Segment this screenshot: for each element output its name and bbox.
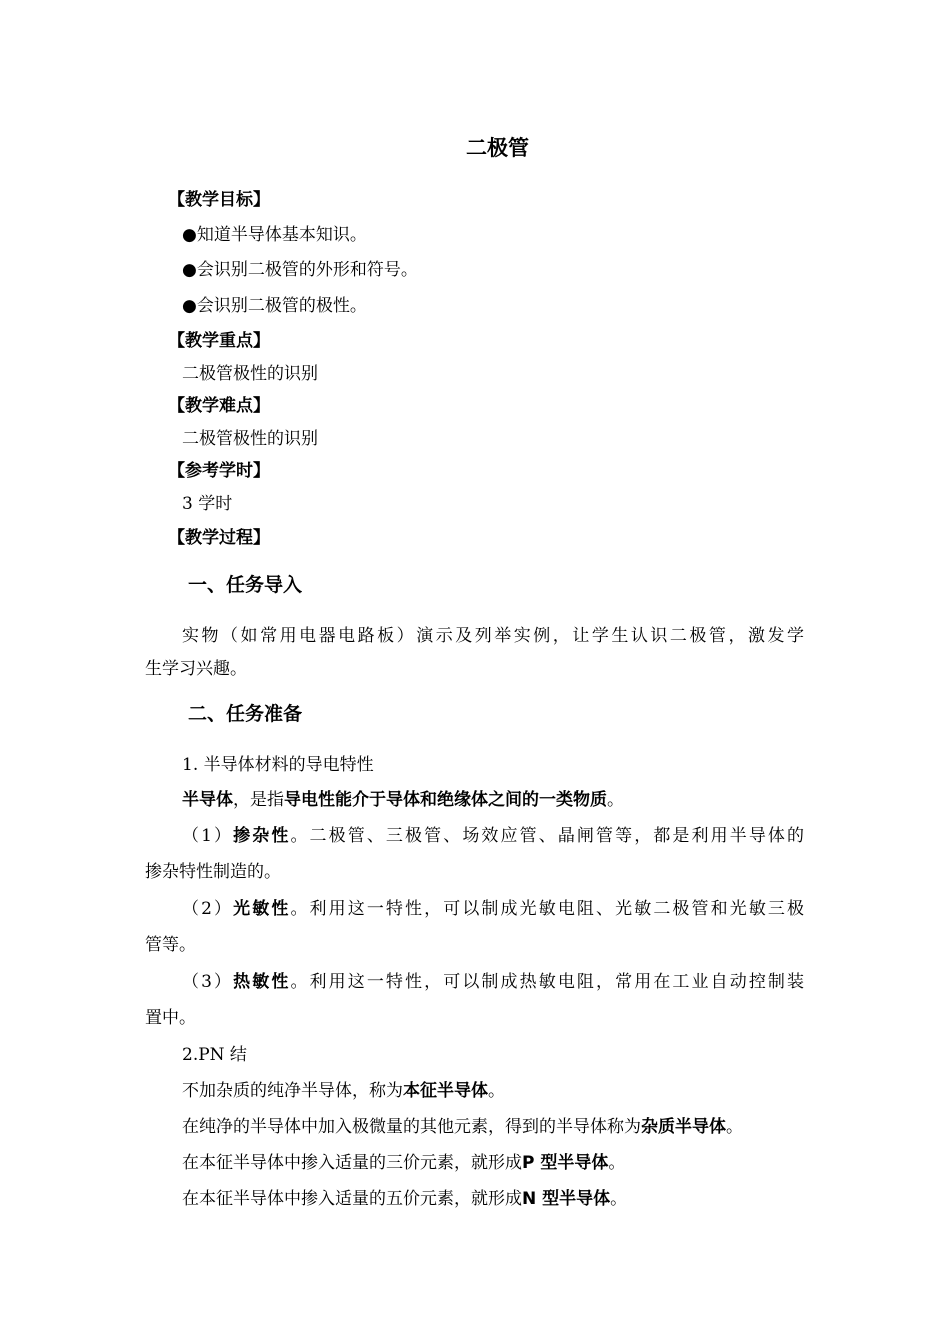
page-title: 二极管	[466, 136, 529, 160]
section1-heading: 一、任务导入	[188, 574, 303, 596]
term: 半导体	[182, 790, 233, 810]
term: 掺杂性	[233, 826, 291, 846]
list-item-line: （3）热敏性。利用这一特性，可以制成热敏电阻，常用在工业自动控制装	[182, 972, 805, 992]
objectives-heading: 【教学目标】	[168, 190, 270, 210]
section1-paragraph-line: 生学习兴趣。	[145, 659, 247, 679]
term: N 型半导体	[522, 1189, 611, 1209]
subsection-heading: 2.PN 结	[182, 1045, 247, 1065]
key-point-heading: 【教学重点】	[168, 331, 270, 351]
hours-heading: 【参考学时】	[168, 461, 270, 481]
term: 杂质半导体	[641, 1117, 726, 1137]
difficulty-heading: 【教学难点】	[168, 396, 270, 416]
list-item-line: （2）光敏性。利用这一特性，可以制成光敏电阻、光敏二极管和光敏三极	[182, 899, 805, 919]
term: P 型半导体	[522, 1153, 609, 1173]
list-item-line: 置中。	[145, 1008, 196, 1028]
term: 热敏性	[233, 972, 291, 992]
key-point-text: 二极管极性的识别	[182, 364, 318, 384]
term: 光敏性	[233, 899, 291, 919]
hours-text: 3 学时	[182, 494, 233, 514]
definition-line: 半导体，是指导电性能介于导体和绝缘体之间的一类物质。	[182, 790, 624, 810]
term: 导电性能介于导体和绝缘体之间的一类物质	[284, 790, 607, 810]
list-item-line: （1）掺杂性。二极管、三极管、场效应管、晶闸管等，都是利用半导体的	[182, 826, 805, 846]
list-item-line: 掺杂特性制造的。	[145, 862, 281, 882]
section2-heading: 二、任务准备	[188, 703, 303, 725]
paragraph-line: 不加杂质的纯净半导体，称为本征半导体。	[182, 1081, 505, 1101]
paragraph-line: 在本征半导体中掺入适量的三价元素，就形成P 型半导体。	[182, 1153, 626, 1173]
paragraph-line: 在纯净的半导体中加入极微量的其他元素，得到的半导体称为杂质半导体。	[182, 1117, 743, 1137]
subsection-heading: 1. 半导体材料的导电特性	[182, 755, 374, 775]
process-heading: 【教学过程】	[168, 528, 270, 548]
objective-item: ●会识别二极管的外形和符号。	[182, 260, 418, 280]
objective-item: ●知道半导体基本知识。	[182, 225, 367, 245]
objective-item: ●会识别二极管的极性。	[182, 296, 367, 316]
paragraph-line: 在本征半导体中掺入适量的五价元素，就形成N 型半导体。	[182, 1189, 628, 1209]
term: 本征半导体	[403, 1081, 488, 1101]
difficulty-text: 二极管极性的识别	[182, 429, 318, 449]
list-item-line: 管等。	[145, 935, 196, 955]
section1-paragraph-line: 实物（如常用电器电路板）演示及列举实例，让学生认识二极管，激发学	[182, 626, 804, 646]
